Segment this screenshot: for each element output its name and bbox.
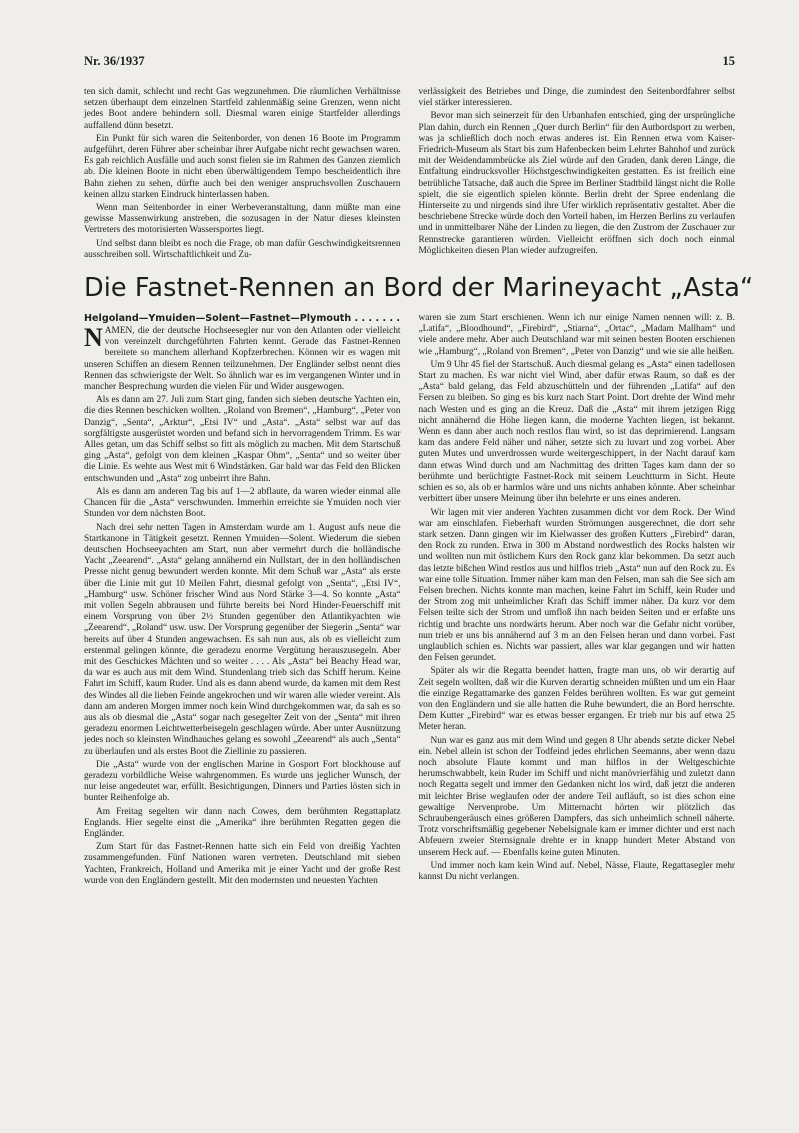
paragraph: Wir lagen mit vier anderen Yachten zusammen dicht vor dem Rock. Der Wind war am einschlafen. Fieberhaft wurden Strömungen ausgerechnet, die dort sehr stark setzen. Dann gingen wir im Kielwasser des großen Kutters „Firebird“ daran, den Rock zu runden. Etwa in 300 m Abstand nordwestlich des Rocks halsten wir und wollten nun mit östlichem Kurs den Rock ganz klar bekommen. Da setzt auch das letzte bißchen Wind restlos aus und hilflos trieb „Asta“ nun auf den Rock zu. Es war eine tolle Situation. Immer näher kam man den Felsen, man sah die See sich am Felsen brechen. Nichts konnte man machen, keine Fahrt im Schiff, kein Ruder und der Strom zog mit unheimlicher Kraft das Schiff immer näher. Da kurz vor dem Felsen teilte sich der Strom und umfloß ihn nach beiden Seiten und er erfaßte uns richtig und brachte uns nordwärts herum. Aber noch war die Gefahr nicht vorüber, nun trieb er uns bis annähernd auf 3 m an den Felsen heran und dann vorbei. Fast unglaublich schien es. Nichts war passiert, alles war klar gegangen und wir hatten den Felsen gerundet. <box>418 507 735 664</box>
article-headline: Die Fastnet-Rennen an Bord der Marineyacht „Asta“ <box>84 273 754 304</box>
paragraph: Später als wir die Regatta beendet hatten, fragte man uns, ob wir derartig auf Zeit segeln wollten, daß wir die Kurven derartig schneiden müßten und um ein Haar die einzige Regattamarke des ganzen Feldes berühren wollten. Es war gut gemeint von den Engländern und sie alle hatten die Ruhe bewundert, die an Bord herrschte. Dem Kutter „Firebird“ war es etwas besser ergangen. Er trieb nur bis auf etwa 25 Meter heran. <box>418 666 735 733</box>
main-right-column <box>419 313 736 887</box>
main-article <box>84 313 735 887</box>
top-article <box>84 87 735 261</box>
main-left-column <box>84 313 401 887</box>
issue-number: Nr. 36/1937 <box>84 54 145 68</box>
paragraph: Bevor man sich seinerzeit für den Urbanhafen entschied, ging der ursprüngliche Plan dahin, durch ein Rennen „Quer durch Berlin“ für den Autbordsport zu werben, was ja schließlich doch noch etwas anderes ist. Ein Rennen etwa vom Kaiser-Friedrich-Museum als Start bis zum Hafenbecken beim Lehrter Bahnhof und zurück mit der Weidendammbrücke als Ziel würde auf den Graden, dank deren Länge, die Entfaltung eindrucksvoller Höchstgeschwindigkeiten gestatten. Es ist freilich eine betrübliche Tatsache, daß auch die Spree im Berliner Stadtbild längst nicht die Rolle spielt, die sie eigentlich spielen könnte. Berlin dreht der Spree endenlang die Hinterseite zu und nirgends sind ihre Ufer wirklich repräsentativ gestaltet. Aber die beschriebene Strecke würde doch den Vorteil haben, im Herzen Berlins zu verlaufen und in unmittelbarer Nähe der Linden zu liegen, die den Zustrom der Zuschauer zur Rennstrecke garantieren würden. Vielleicht eröffnen sich doch noch einmal Möglichkeiten diesen Plan wieder aufzugreifen. <box>418 111 735 256</box>
paragraph: Am Freitag segelten wir dann nach Cowes, dem berühmten Regattaplatz Englands. Hier segelte einst die „Amerika“ ihre berühmten Regatten gegen die Engländer. <box>84 806 401 839</box>
paragraph: Nun war es ganz aus mit dem Wind und gegen 8 Uhr abends setzte dicker Nebel ein. Nebel allein ist schon der Todfeind jedes ehrlichen Seemanns, aber wenn dazu noch absolute Flaute kommt und man hilflos in der Weltgeschichte herumschwabbelt, kein Ruder im Schiff und nicht manövrierfähig und zuletzt dann noch Regatta segelt und immer den Gedanken nicht los wird, daß jetzt die anderen mit leichter Brise weglaufen oder der andere Teil aufläuft, so ist dies schon eine gewaltige Nervenprobe. Um Mitternacht hörten wir plötzlich das Schraubengeräusch eines größeren Dampfers, das sich unheimlich schnell näherte. Trotz vorschriftsmäßig gegebener Nebelsignale kam er immer dichter und erst nach Abfeuern zweier Sternsignale drehte er in knapp hundert Meter Abstand von unserem Heck auf. — Ebenfalls keine guten Minuten. <box>418 735 735 858</box>
paragraph: Als es dann am 27. Juli zum Start ging, fanden sich sieben deutsche Yachten ein, die dies Rennen beschicken wollten. „Roland von Bremen“, „Hamburg“, „Peter von Danzig“, „Senta“, „Arktur“, „Etsi IV“ und „Asta“. „Asta“ selbst war auf das sorgfältigste ausgerüstet worden und befand sich in hervorragendem Trimm. Es war Alles getan, um das Schiff selbst so fitt als möglich zu machen. Mit dem Startschuß ging „Asta“, gefolgt von dem kleinen „Kaspar Ohm“, „Senta“ und so weiter über die Linie. Es wehte aus West mit 6 Windstärken. Gar bald war das Feld den Blicken entschwunden und „Asta“ zog unbeirrt ihre Bahn. <box>84 395 401 484</box>
drop-cap: N <box>84 323 103 353</box>
paragraph: ten sich damit, schlecht und recht Gas wegzunehmen. Die räumlichen Verhältnisse setzen überhaupt dem einzelnen Startfeld zahlenmäßig seine Grenzen, wenn nicht jedes Boot andere behindern soll. Diesmal waren einige Startfelder allerdings auffallend dünn besetzt. <box>84 87 401 131</box>
paragraph: Zum Start für das Fastnet-Rennen hatte sich ein Feld von dreißig Yachten zusammengefunden. Fünf Nationen waren vertreten. Deutschland mit sieben Yachten, Frankreich, Holland und Amerika mit je einer Yacht und der große Rest wurde von den Engländern gestellt. Mit den modernsten und neuesten Yachten <box>84 842 401 886</box>
paragraph: Und immer noch kam kein Wind auf. Nebel, Nässe, Flaute, Regattasegler mehr kannst Du nicht verlangen. <box>418 860 735 882</box>
top-left-column <box>84 87 401 261</box>
top-right-column <box>419 87 736 261</box>
paragraph: verlässigkeit des Betriebes und Dinge, die zumindest den Seitenbordfahrer selbst viel stärker interessieren. <box>418 87 735 109</box>
page-header <box>84 54 735 69</box>
paragraph: Die „Asta“ wurde von der englischen Marine in Gosport Fort blockhouse auf geradezu vorbildliche Weise wahrgenommen. Es wurde uns jeglicher Wunsch, der nur leise angedeutet war, erfüllt. Besichtigungen, Dinners und Parties lösten sich in bunter Reihenfolge ab. <box>84 759 401 804</box>
paragraph: Nach drei sehr netten Tagen in Amsterdam wurde am 1. August aufs neue die Startkanone in Tätigkeit gesetzt. Rennen Ymuiden—Solent. Wiederum die sieben deutschen Hochseeyachten am Start, nun aber vermehrt durch die holländische Yacht „Zeearend“. „Asta“ gelang annähernd ein Nullstart, der in den holländischen Presse nicht genug bewundert werden konnte. Mit dem Schuß war „Asta“ als erste über die Linie mit gut 10 Meilen Fahrt, diesmal gefolgt von „Senta“, „Etsi IV“, „Hamburg“ usw. Schöner frischer Wind aus Nord Stärke 3—4. So konnte „Asta“ mit vollen Segeln abbrausen und führte bereits bei Nord Hinder-Feuerschiff mit einem Vorsprung von über 2½ Stunden gegenüber den Atlantikyachten wie „Zeearend“, „Roland“ usw. usw. Der Vorsprung gegenüber der Siegerin „Senta“ war bereits auf über 4 Stunden angewachsen. Es sah nun aus, als ob es vielleicht zum erstenmal gelingen könnte, die geradezu enorme Vergütung herauszusegeln. Aber mit des Geschickes Mächten und so weiter . . . . Als „Asta“ bei Beachy Head war, da war es auch aus mit dem Wind. Stundenlang trieb sich das Schiff herum. Keine Fahrt im Schiff, kaum Ruder. Und als es dann abend wurde, da kamen mit dem Rest des Windes all die lieben Feinde angekrochen und wir waren alle wieder vereint. Als dann am anderen Morgen immer noch kein Wind durchgekommen war, da sah es so aus als ob diesmal die „Asta“ sogar nach gesegelter Zeit von der „Senta“ mit ihren geradezu enormen Leichtwetterbeisegeln geschlagen würde. Aber unter Ausnützung jedes noch so kleinsten Windhauches gelang es sowohl „Zeearend“ als auch „Senta“ zu überlaufen und als erstes Boot die Ziellinie zu passieren. <box>84 522 401 757</box>
paragraph: waren sie zum Start erschienen. Wenn ich nur einige Namen nennen will: z. B. „Latifa“, „Bloodhound“, „Firebird“, „Stiarna“, „Ortac“, „Madam Mallham“ und viele andere mehr. Aber auch Deutschland war mit seinen besten Booten erschienen wie „Hamburg“, „Roland von Bremen“, „Peter von Danzig“ und wie sie alle heißen. <box>418 313 735 357</box>
paragraph <box>84 323 401 393</box>
route-subtitle: Helgoland—Ymuiden—Solent—Fastnet—Plymouth . . . . . . . <box>84 313 401 325</box>
paragraph: Wenn man Seitenborder in einer Werbeveranstaltung, dann müßte man eine gewisse Massenwirkung anstreben, die sozusagen in der Natur dieses kleinsten Vertreters des motorisierten Wassersportes liegt. <box>84 203 401 236</box>
page-number: 15 <box>722 54 735 68</box>
paragraph: Als es dann am anderen Tag bis auf 1—2 abflaute, da waren wieder einmal alle Chancen für die „Asta“ verschwunden. Immerhin erreichte sie Ymuiden noch vier Stunden vor dem nächsten Boot. <box>84 486 401 520</box>
paragraph: Und selbst dann bleibt es noch die Frage, ob man dafür Geschwindigkeitsrennen ausschreiben soll. Wirtschaftlichkeit und Zu- <box>84 238 401 260</box>
paragraph: Ein Punkt für sich waren die Seitenborder, von denen 16 Boote im Programm aufgeführt, deren Führer aber scheinbar ihrer Aufgabe nicht recht gewachsen waren. Es gab reichlich Ausfälle und auch sonst fielen sie im Rahmen des Ganzen ziemlich ab. Die kleinen Boote in nicht eben überwältigendem Tempo bescheidentlich ihre Bahn ziehen zu sehen, dürfte auch bei den weniger anspruchsvollen Zuschauern keinen allzu starken Eindruck hinterlassen haben. <box>84 133 401 200</box>
paragraph-text: AMEN, die der deutsche Hochseesegler nur von den Atlanten oder vielleicht von vereinzelt durchgeführten Fahrten kennt. Gerade das Fastnet-Rennen bereitete so manchem allerhand Kopfzerbrechen. Können wir es wagen mit unseren Schiffen an diesem Rennen teilzunehmen. Der Engländer selbst nennt dies Rennen das schwierigste der Welt. So ähnlich war es im vergangenen Winter und in mancher Besprechung wurden die vielen Für und Wider ausgewogen. <box>84 326 401 393</box>
paragraph: Um 9 Uhr 45 fiel der Startschuß. Auch diesmal gelang es „Asta“ einen tadellosen Start zu machen. Es war nicht viel Wind, aber dafür etwas Raum, so daß es der „Asta“ bald gelang, das Feld abzuschütteln und der führenden „Latifa“ auf den Fersen zu bleiben. So ging es bis kurz nach Start Point. Dort drehte der Wind mehr nach Westen und es ging an die Kreuz. Daß die „Asta“ mit ihrem jetzigen Rigg nicht annähernd die Höhe liegen kann, die moderne Yachten liegen, ist bekannt. Wenn es dann aber auch noch restlos flau wird, so ist das deprimierend. Langsam kam das andere Feld näher und näher, setzte sich zu luvart und zog vorbei. Aber guten Mutes und unverdrossen wurde weitergeschippert, in der Nacht darauf kam dann etwas Wind durch und am Nachmittag des dritten Tages kam dann der so berühmte und berüchtigte Fastnet-Rock mit seinem Leuchtturm in Sicht. Heute schien es so, als ob er harmlos wäre und uns nichts anhaben könnte. Aber scheinbar verbittert über unsere Meinung über ihn belehrte er uns eines anderen. <box>418 359 735 505</box>
